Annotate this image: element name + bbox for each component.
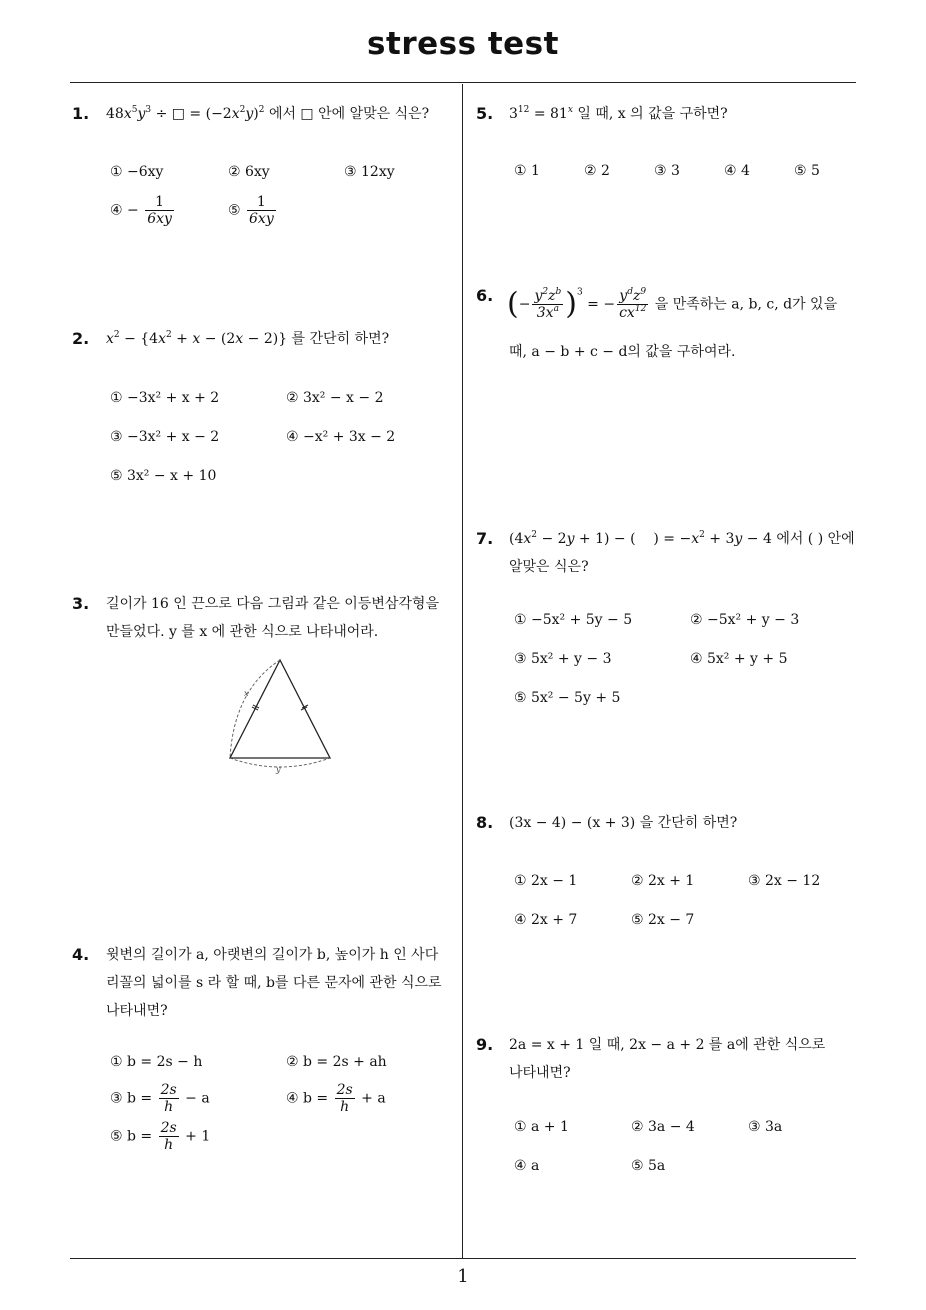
- choice-1[interactable]: ① a + 1: [514, 1119, 569, 1135]
- choice-5[interactable]: ⑤ 3x² − x + 10: [110, 468, 217, 484]
- choice-3[interactable]: ③ −3x² + x − 2: [110, 429, 220, 445]
- question-text: $3^{12} = 81^x$ 일 때, x 의 값을 구하면?: [509, 105, 728, 122]
- choice-1[interactable]: ① 1: [514, 163, 540, 179]
- choice-mark: ⑤: [228, 202, 241, 219]
- choice-tail: − a: [185, 1090, 210, 1107]
- choice-1[interactable]: ① −5x² + 5y − 5: [514, 612, 633, 628]
- question-text-tail: 일 때, x 의 값을 구하면?: [577, 106, 728, 122]
- choice-5[interactable]: [110, 1120, 210, 1153]
- question-text-line-2: 알맞은 식은?: [509, 559, 589, 575]
- side-label-x: x: [244, 689, 249, 698]
- question-text-line-1: 길이가 16 인 끈으로 다음 그림과 같은 이등변삼각형을: [106, 596, 439, 612]
- choice-2[interactable]: ② 2: [584, 163, 610, 179]
- column-divider: [462, 84, 463, 1258]
- page-number: 1: [457, 1266, 469, 1287]
- choice-1[interactable]: ① −3x² + x + 2: [110, 390, 220, 406]
- choice-2[interactable]: ② b = 2s + ah: [286, 1054, 387, 1070]
- question-number: 6.: [476, 286, 494, 305]
- choice-1[interactable]: ① 2x − 1: [514, 873, 578, 889]
- question-text-line-2: 만들었다. y 를 x 에 관한 식으로 나타내어라.: [106, 624, 379, 640]
- choice-4[interactable]: [286, 1082, 386, 1115]
- question-number: 4.: [72, 945, 90, 964]
- question-text-line-1: 윗변의 길이가 a, 아랫변의 길이가 b, 높이가 h 인 사다: [106, 947, 439, 963]
- question-text-tail: 을 만족하는 a, b, c, d가 있을: [654, 296, 838, 313]
- choice-1[interactable]: ① b = 2s − h: [110, 1054, 203, 1070]
- choice-4[interactable]: ④ a: [514, 1158, 540, 1174]
- question-text-line-1: $(4x^2 - 2y + 1)$ − ( ) = $-x^2 + 3y - 4$ 에서 ( ) 안에: [509, 530, 855, 547]
- footer-rule: [70, 1258, 856, 1259]
- choice-3[interactable]: ③ 3a: [748, 1119, 783, 1135]
- choice-5[interactable]: ⑤ 5a: [631, 1158, 666, 1174]
- question-text-line-1: 2a = x + 1 일 때, 2x − a + 2 를 a에 관한 식으로: [509, 1037, 826, 1053]
- choice-mark: ⑤ b =: [110, 1128, 153, 1145]
- question-text-tail: 에서 □ 안에 알맞은 식은?: [268, 106, 430, 122]
- choice-4[interactable]: ④ 4: [724, 163, 750, 179]
- page-title: stress test: [367, 26, 559, 62]
- question-text: (− $\frac{y^2z^b}{3x^a}$ )$^3$ = − $\frac{y^dz^9}{cx^{12}}$ 을 만족하는 a, b, c, d가 있을: [507, 286, 838, 322]
- choice-4[interactable]: ④ 2x + 7: [514, 912, 578, 928]
- fraction: $\frac{2s}{h}$: [160, 1082, 177, 1115]
- question-text-line-2: 리꼴의 넓이를 s 라 할 때, b를 다른 문자에 관한 식으로: [106, 975, 442, 991]
- fraction: $\frac{1}{6xy}$: [147, 194, 172, 227]
- choice-1[interactable]: ① −6xy: [110, 164, 164, 180]
- choice-3[interactable]: [110, 1082, 210, 1115]
- choice-5[interactable]: [228, 194, 278, 227]
- choice-3[interactable]: ③ 5x² + y − 3: [514, 651, 612, 667]
- question-number: 9.: [476, 1035, 494, 1054]
- header-rule: [70, 82, 856, 83]
- choice-3[interactable]: ③ 3: [654, 163, 680, 179]
- choice-mark: ④ b =: [286, 1090, 329, 1107]
- question-text: (3x − 4) − (x + 3) 을 간단히 하면?: [509, 815, 738, 831]
- choice-mark: ④ −: [110, 202, 139, 219]
- question-number: 7.: [476, 529, 494, 548]
- choice-5[interactable]: ⑤ 5: [794, 163, 820, 179]
- isosceles-triangle-figure: [222, 652, 338, 776]
- choice-5[interactable]: ⑤ 5x² − 5y + 5: [514, 690, 621, 706]
- choice-4[interactable]: ④ −x² + 3x − 2: [286, 429, 396, 445]
- choice-tail: + a: [361, 1090, 386, 1107]
- question-text-tail: 를 간단히 하면?: [291, 331, 390, 347]
- question-text-line-2: 때, a − b + c − d의 값을 구하여라.: [509, 344, 736, 360]
- question-text: $48x^5y^3$ ÷ □ = $(-2x^2y)^2$ 에서 □ 안에 알맞은 식은?: [106, 105, 430, 122]
- question-text: $x^2 - \{4x^2 + x - (2x - 2)\}$ 를 간단히 하면?: [106, 330, 390, 347]
- question-text-tail: 에서 ( ) 안에: [776, 531, 855, 547]
- question-number: 8.: [476, 813, 494, 832]
- fraction: $\frac{2s}{h}$: [336, 1082, 353, 1115]
- choice-4[interactable]: [110, 194, 176, 227]
- choice-2[interactable]: ② 6xy: [228, 164, 270, 180]
- choice-4[interactable]: ④ 5x² + y + 5: [690, 651, 788, 667]
- question-number: 5.: [476, 104, 494, 123]
- question-number: 2.: [72, 329, 90, 348]
- choice-3[interactable]: ③ 2x − 12: [748, 873, 821, 889]
- choice-2[interactable]: ② 3x² − x − 2: [286, 390, 384, 406]
- choice-2[interactable]: ② −5x² + y − 3: [690, 612, 800, 628]
- choice-2[interactable]: ② 2x + 1: [631, 873, 695, 889]
- question-text-line-3: 나타내면?: [106, 1003, 168, 1019]
- fraction: $\frac{2s}{h}$: [160, 1120, 177, 1153]
- fraction: $\frac{1}{6xy}$: [249, 194, 274, 227]
- question-number: 3.: [72, 594, 90, 613]
- choice-3[interactable]: ③ 12xy: [344, 164, 395, 180]
- choice-tail: + 1: [185, 1128, 211, 1145]
- question-number: 1.: [72, 104, 90, 123]
- choice-2[interactable]: ② 3a − 4: [631, 1119, 695, 1135]
- choice-5[interactable]: ⑤ 2x − 7: [631, 912, 695, 928]
- choice-mark: ③ b =: [110, 1090, 153, 1107]
- question-text-line-2: 나타내면?: [509, 1065, 571, 1081]
- base-label-y: y: [276, 765, 281, 774]
